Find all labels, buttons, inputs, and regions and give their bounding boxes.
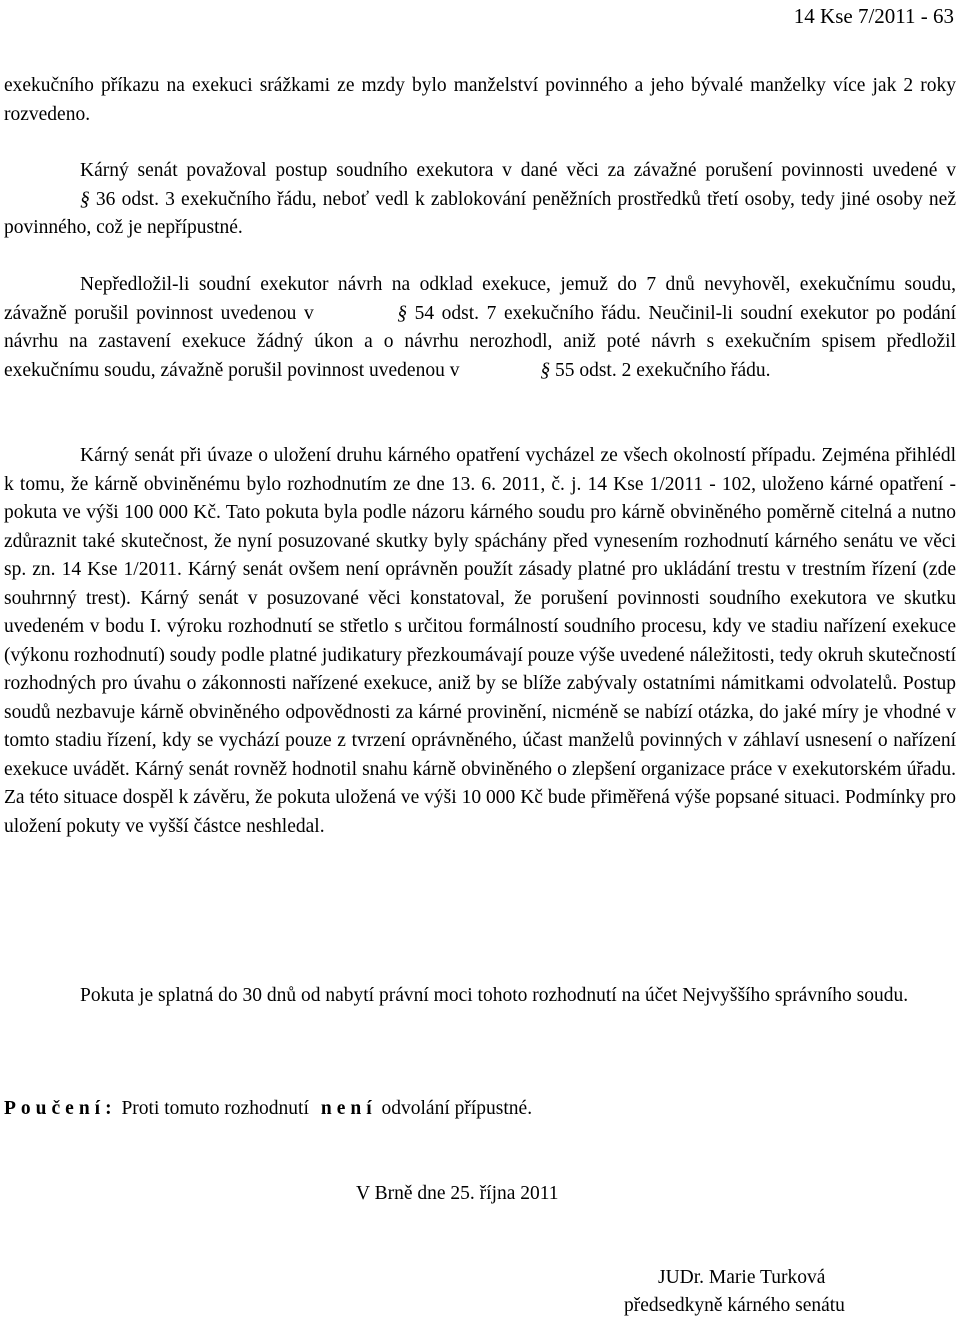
paragraph-text: 55 odst. 2 exekučního řádu.	[554, 359, 771, 381]
paragraph-continuation: exekučního příkazu na exekuci srážkami ze mzdy bylo manželství povinného a jeho bývalé manželky více jak 2 roky rozvedeno.	[4, 75, 956, 125]
paragraph-violation-54-55	[4, 271, 956, 385]
signer-name: JUDr. Marie Turková	[658, 1267, 826, 1288]
section-sign: §	[80, 188, 90, 210]
instruction-text: odvolání přípustné.	[381, 1098, 533, 1119]
section-sign: §	[397, 302, 408, 324]
instruction-text: Proti tomuto rozhodnutí	[121, 1098, 309, 1119]
paragraph-violation-36	[4, 157, 956, 243]
signer-role: předsedkyně kárného senátu	[624, 1295, 845, 1316]
section-sign: §	[540, 359, 551, 381]
instruction-emphasis: není	[320, 1098, 377, 1119]
legal-instruction	[4, 1095, 532, 1123]
paragraph-sanction-reasoning: Kárný senát při úvaze o uložení druhu kárného opatření vycházel ze všech okolností případu. Zejména přihlédl k tomu, že kárně obviněnému bylo rozhodnutím ze dne 13. 6. 2011, č. j. 14 Kse 1/2011 - 102, uloženo kárné opatření - pokuta ve výši 100 000 Kč. Tato pokuta byla podle názoru kárného soudu pro kárně obviněného poměrně citelná a nutno zdůraznit také skutečnost, že nyní posuzované skutky byly spáchány před vynesením rozhodnutí kárného senátu ve věci sp. zn. 14 Kse 1/2011. Kárný senát ovšem není oprávněn použít zásady platné pro ukládání trestu v trestním řízení (zde souhrnný trest). Kárný senát v posuzované věci konstatoval, že porušení povinnosti soudního exekutora ve skutku uvedeném v bodu I. výroku rozhodnutí se střetlo s určitou formálností soudního procesu, kdy ve stadiu nařízení exekuce (výkonu rozhodnutí) soudy podle platné judikatury přezkoumávají pouze výše uvedené náležitosti, tedy okruh skutečností rozhodných pro úvahu o zákonnosti nařízené exekuce, aniž by se blíže zabývaly ostatními námitkami odvolatelů. Postup soudů nezbavuje kárně obviněného odpovědnosti za kárné provinění, nicméně se nabízí otázka, do jaké míry je vhodné v tomto stadiu řízení, kdy se vychází pouze z tvrzení oprávněného, účast manželů povinných v záhlaví usnesení o nařízení exekuce uvádět. Kárný senát rovněž hodnotil snahu kárně obviněného o zlepšení organizace práce v exekutorském úřadu. Za této situace dospěl k závěru, že pokuta uložená ve výši 10 000 Kč bude přiměřená výše popsané situaci. Podmínky pro uložení pokuty ve vyšší částce neshledal.	[4, 445, 957, 837]
paragraph-text: 36 odst. 3 exekučního řádu, neboť vedl k zablokování peněžních prostředků třetí osoby, tedy jiné osoby než povinného, což je nepřípustné.	[4, 188, 956, 238]
case-reference: 14 Kse 7/2011 - 63	[793, 4, 954, 28]
paragraph-text: 54 odst. 7 exekučního řádu. Neučinil-li soudní exekutor po podání návrhu na zastavení exekuce žádný úkon a o návrhu nerozhodl, aniž poté návrh s exekučním spisem předložil exekučnímu soudu, závažně porušil povinnost uvedenou v	[4, 302, 957, 381]
paragraph-text: Nepředložil-li soudní exekutor návrh na odklad exekuce, jemuž do 7 dnů nevyhověl, exekučnímu soudu, závažně porušil povinnost uvedenou v	[4, 274, 956, 324]
paragraph-payment: Pokuta je splatná do 30 dnů od nabytí právní moci tohoto rozhodnutí na účet Nejvyššího správního soudu.	[80, 985, 909, 1006]
instruction-label: Poučení:	[4, 1098, 117, 1119]
paragraph-text: Kárný senát považoval postup soudního exekutora v dané věci za závažné porušení povinnosti uvedené v	[80, 160, 956, 181]
place-and-date: V Brně dne 25. října 2011	[356, 1183, 559, 1204]
